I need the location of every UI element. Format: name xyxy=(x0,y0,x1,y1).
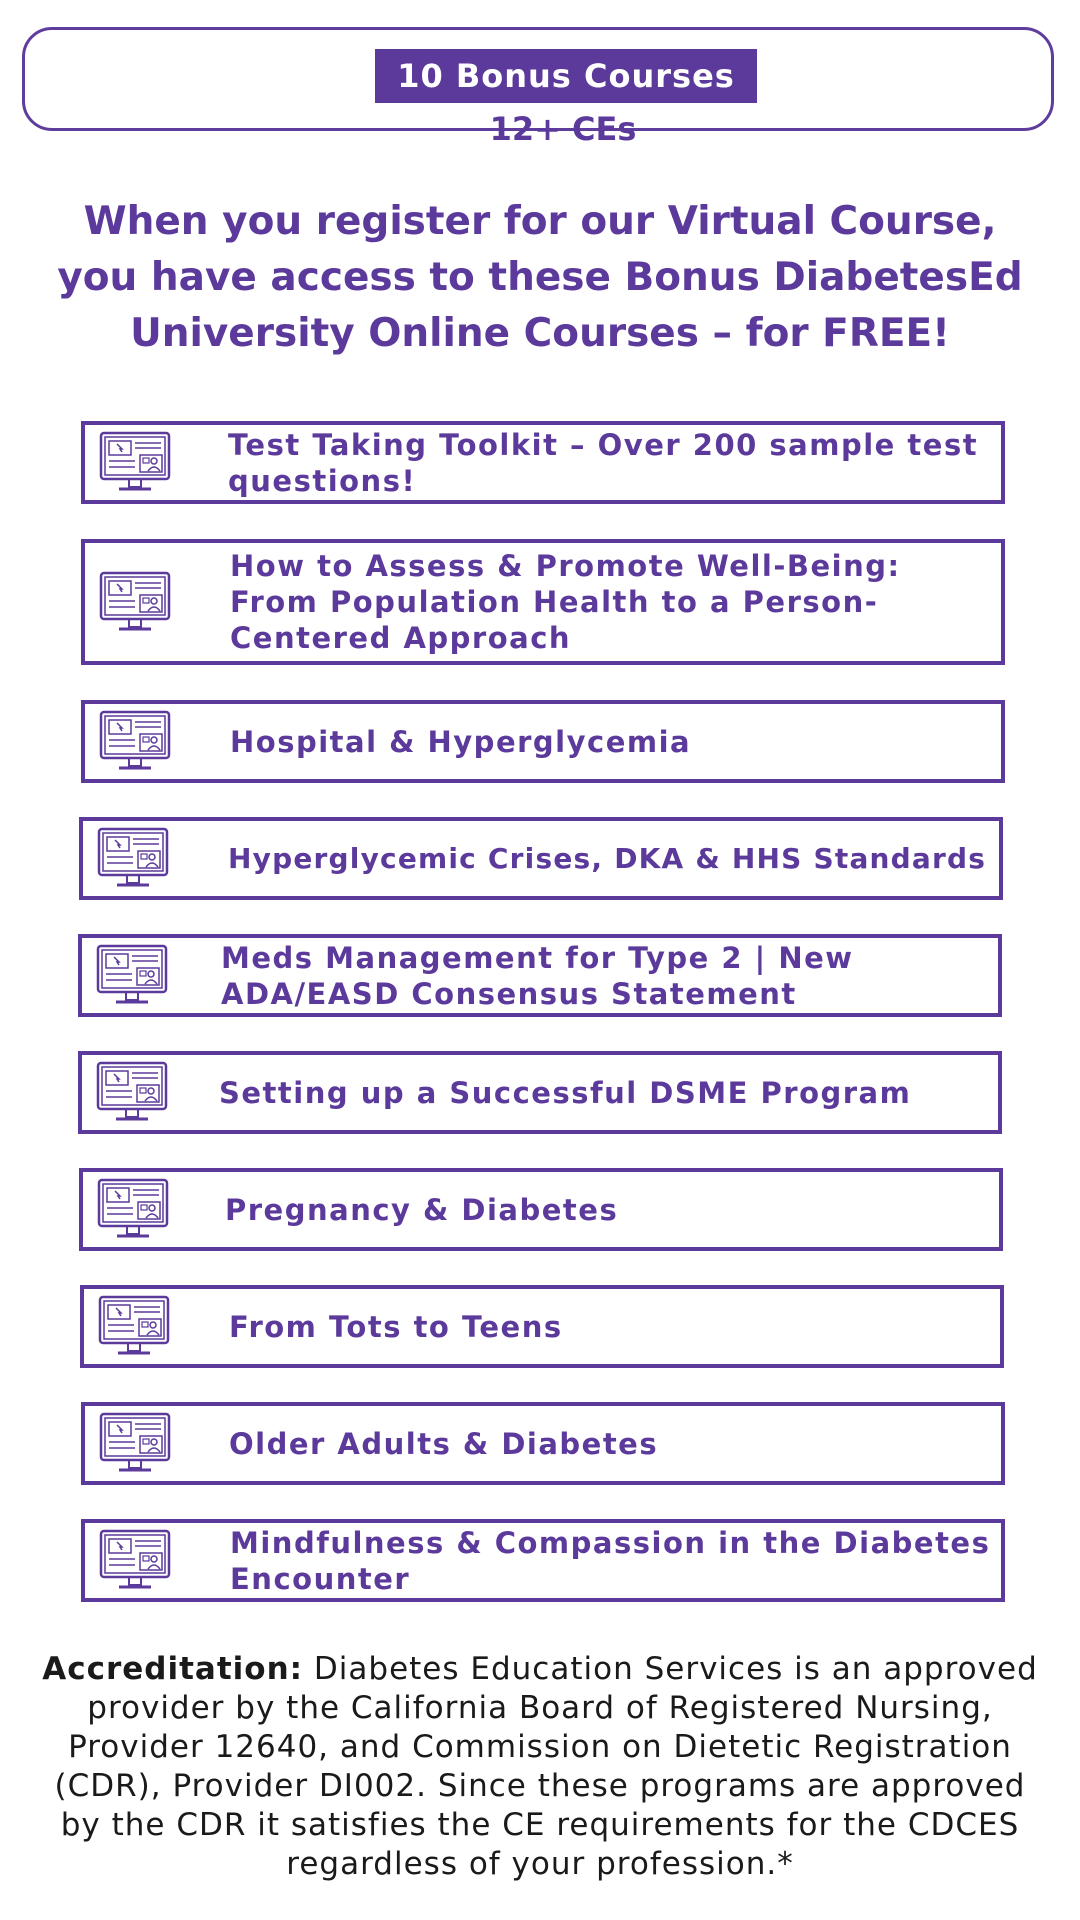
course-label: Older Adults & Diabetes xyxy=(229,1426,659,1461)
computer-monitor-icon xyxy=(99,710,171,776)
computer-monitor-icon xyxy=(99,1412,171,1478)
computer-monitor-icon xyxy=(96,1061,168,1127)
course-label: From Tots to Teens xyxy=(229,1309,563,1344)
computer-monitor-icon xyxy=(97,827,169,893)
accreditation-statement xyxy=(30,1650,1050,1884)
course-label: Setting up a Successful DSME Program xyxy=(219,1075,912,1110)
course-item-meds-management[interactable] xyxy=(78,934,1002,1017)
computer-monitor-icon xyxy=(99,571,171,637)
intro-text: When you register for our Virtual Course, you have access to these Bonus DiabetesEd University Online Courses – for FREE! xyxy=(57,199,1023,356)
course-label: How to Assess & Promote Well-Being: From Population Health to a Person-Centered Approach xyxy=(230,549,901,655)
accreditation-body: Diabetes Education Services is an approved provider by the California Board of Registered Nursing, Provider 12640, and Commission on Dietetic Registration (CDR), Provider DI002. Since these programs are approved by the CDR it satisfies the CE requirements for the CDCES regardless of your profession.* xyxy=(54,1651,1038,1882)
course-label: Hyperglycemic Crises, DKA & HHS Standards xyxy=(228,841,987,875)
course-item-dsme-program[interactable] xyxy=(78,1051,1002,1134)
course-item-mindfulness-compassion[interactable] xyxy=(81,1519,1005,1602)
accreditation-heading: Accreditation: xyxy=(42,1651,304,1687)
course-label: Pregnancy & Diabetes xyxy=(225,1192,619,1227)
course-item-hospital-hyperglycemia[interactable] xyxy=(81,700,1005,783)
course-item-pregnancy-diabetes[interactable] xyxy=(79,1168,1003,1251)
course-item-hyperglycemic-crises[interactable] xyxy=(79,817,1003,900)
course-item-older-adults[interactable] xyxy=(81,1402,1005,1485)
bonus-courses-badge: 10 Bonus Courses xyxy=(375,49,757,103)
bonus-courses-header xyxy=(22,27,1054,148)
computer-monitor-icon xyxy=(99,431,171,497)
computer-monitor-icon xyxy=(96,944,168,1010)
computer-monitor-icon xyxy=(99,1529,171,1595)
computer-monitor-icon xyxy=(97,1178,169,1244)
computer-monitor-icon xyxy=(98,1295,170,1361)
course-label: Test Taking Toolkit – Over 200 sample test questions! xyxy=(228,427,979,498)
course-item-test-taking-toolkit[interactable] xyxy=(81,421,1005,504)
ce-count-label: 12+ CEs xyxy=(489,110,637,148)
course-label: Hospital & Hyperglycemia xyxy=(230,724,692,759)
course-item-well-being[interactable] xyxy=(81,539,1005,665)
course-label: Meds Management for Type 2 | New ADA/EASD Consensus Statement xyxy=(221,940,854,1011)
course-label: Mindfulness & Compassion in the Diabetes Encounter xyxy=(230,1525,991,1596)
course-item-tots-to-teens[interactable] xyxy=(80,1285,1004,1368)
